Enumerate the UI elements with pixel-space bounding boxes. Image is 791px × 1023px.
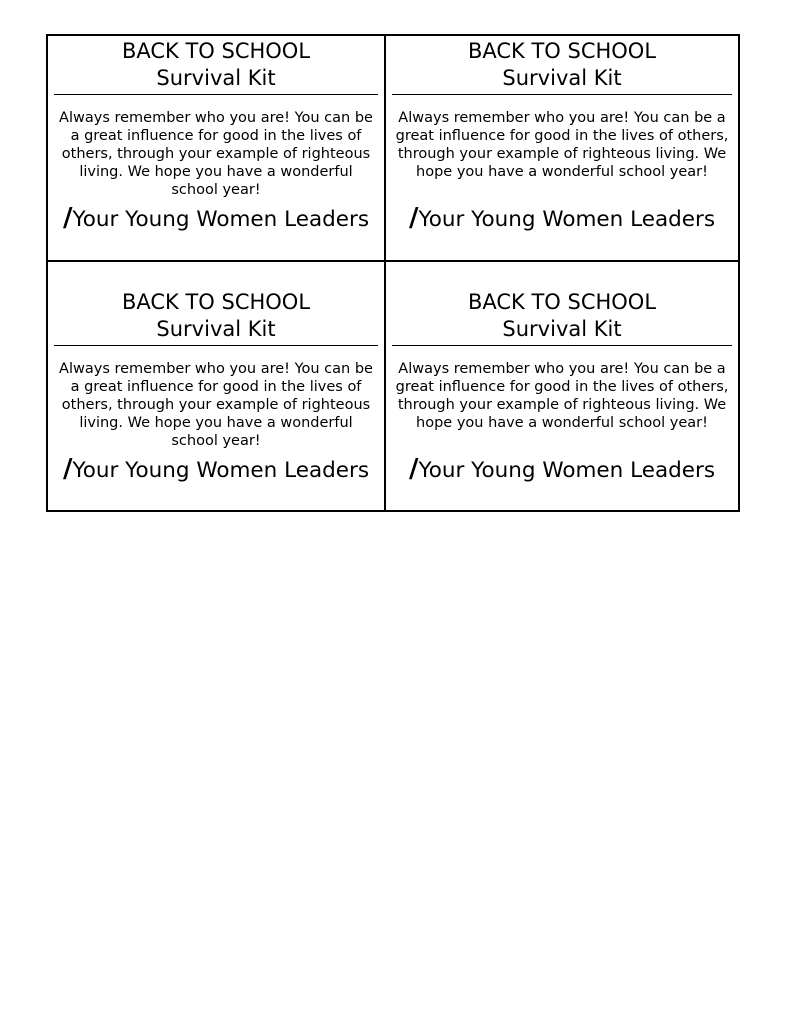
card-signature — [54, 455, 378, 485]
card-title — [392, 38, 732, 95]
signature-text: Your Young Women Leaders — [418, 207, 716, 232]
card-title-line-1: BACK TO SCHOOL — [121, 290, 311, 314]
card-title-line-2: Survival Kit — [156, 317, 276, 341]
signature-slash-mark: / — [408, 454, 419, 484]
card-signature — [54, 204, 378, 234]
signature-text: Your Young Women Leaders — [72, 458, 370, 483]
survival-kit-card — [386, 36, 738, 260]
card-title-line-1: BACK TO SCHOOL — [121, 39, 311, 63]
card-message: Always remember who you are! You can be a great influence for good in the lives of others, through your example of righteous living. We hope you have a wonderful school year! — [59, 361, 373, 449]
signature-slash-mark: / — [408, 203, 419, 233]
card-signature — [392, 204, 732, 234]
card-title — [54, 38, 378, 95]
card-message: Always remember who you are! You can be a great influence for good in the lives of others, through your example of righteous living. We hope you have a wonderful school year! — [59, 110, 373, 198]
card-title-line-1: BACK TO SCHOOL — [467, 290, 657, 314]
card-message: Always remember who you are! You can be a great influence for good in the lives of others, through your example of righteous living. We hope you have a wonderful school year! — [395, 361, 729, 431]
signature-text: Your Young Women Leaders — [418, 458, 716, 483]
card-title-line-2: Survival Kit — [502, 66, 622, 90]
signature-slash-mark: / — [62, 203, 73, 233]
card-signature — [392, 455, 732, 485]
card-title-line-1: BACK TO SCHOOL — [467, 39, 657, 63]
survival-kit-card — [386, 262, 738, 510]
card-message: Always remember who you are! You can be a great influence for good in the lives of others, through your example of righteous living. We hope you have a wonderful school year! — [395, 110, 729, 180]
signature-text: Your Young Women Leaders — [72, 207, 370, 232]
card-title — [54, 289, 378, 346]
card-title-line-2: Survival Kit — [156, 66, 276, 90]
signature-slash-mark: / — [62, 454, 73, 484]
survival-kit-card — [48, 36, 384, 260]
card-title — [392, 289, 732, 346]
survival-kit-card — [48, 262, 384, 510]
card-title-line-2: Survival Kit — [502, 317, 622, 341]
card-sheet — [46, 34, 740, 512]
